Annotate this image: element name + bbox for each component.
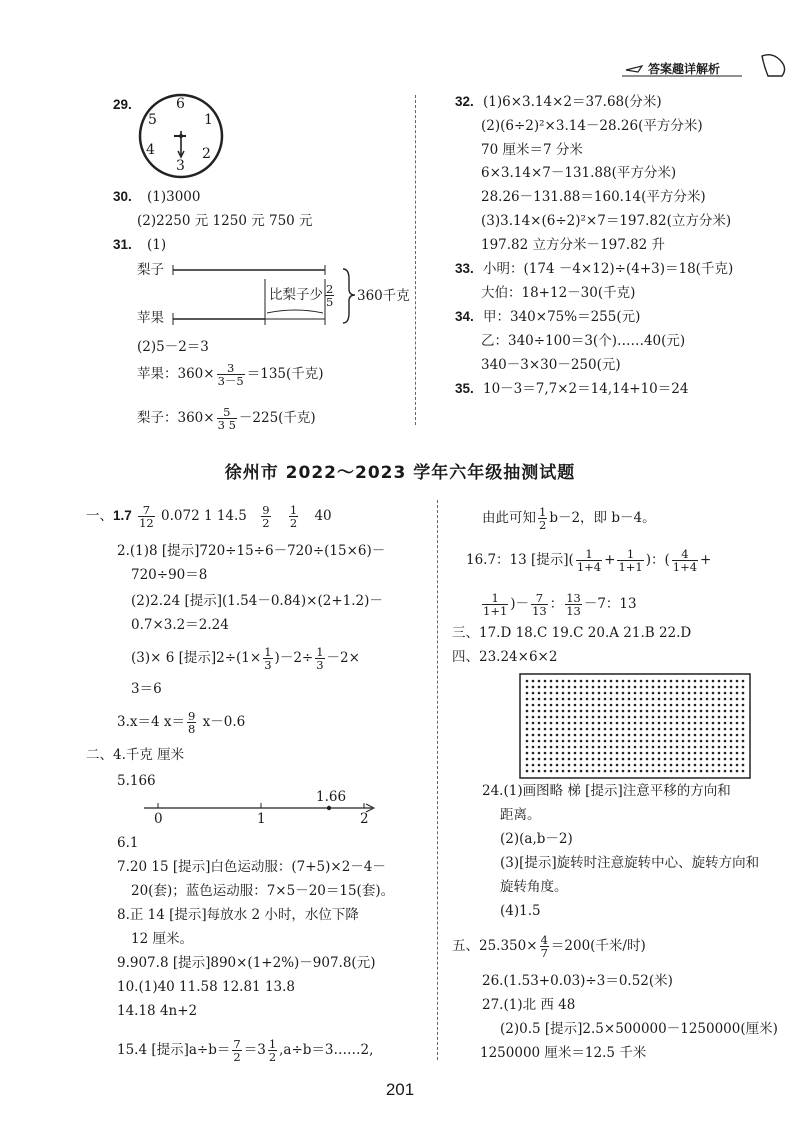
q16-f3-den: 1+4 [672, 560, 698, 574]
q32-number: 32. [455, 94, 474, 109]
q24-line-e: 旋转角度。 [500, 879, 568, 895]
q15-mid: ＝3 [243, 1042, 266, 1058]
q16-frac1 [576, 548, 602, 573]
q24-line-d: (3)[提示]旋转时注意旋转中心、旋转方向和 [500, 855, 760, 871]
q16b-mid: )－ [510, 596, 530, 612]
q34-line2: 乙：340÷100＝3(个)……40(元) [481, 333, 686, 349]
q1-end: 40 [314, 508, 332, 524]
q15-pre: 15.4 [提示]a÷b＝ [117, 1042, 231, 1058]
q25-line [452, 934, 646, 959]
q33-line1: 小明：(174 －4×12)÷(4+3)＝18(千克) [483, 261, 734, 277]
q9-line: 9.907.8 [提示]890×(1+2%)－907.8(元) [117, 955, 376, 971]
q4-line [86, 746, 184, 764]
q24-line-a: 24.(1)画图略 梯 [提示]注意平移的方向和 [482, 783, 731, 799]
q15-f1-num: 7 [233, 1037, 241, 1051]
q25-frac-num: 4 [540, 933, 548, 947]
q6-line: 6.1 [117, 835, 139, 851]
q30-line2: (2)2250 元 1250 元 750 元 [137, 213, 313, 229]
q16-frac2 [617, 548, 643, 573]
q8-line-a: 8.正 14 [提示]每放水 2 小时，水位下降 [117, 907, 359, 923]
q30-number: 30. [113, 189, 132, 204]
numline-point-label: 1.66 [316, 789, 347, 805]
q1-f1-num: 7 [138, 504, 155, 517]
q25-frac [540, 934, 549, 959]
q32-line1: (1)6×3.14×2＝37.68(分米) [483, 94, 662, 110]
dotted-grid-figure [519, 673, 751, 779]
section3-line: 三、17.D 18.C 19.C 20.A 21.B 22.D [452, 625, 692, 641]
column-divider-bottom [437, 500, 438, 1060]
q1-f3-den: 2 [289, 516, 298, 530]
numline-label-1: 1 [257, 811, 266, 827]
q32-line2: (2)(6÷2)²×3.14－28.26(平方分米) [481, 118, 703, 134]
q2e-frac1 [263, 646, 272, 671]
q16-f1-num: 1 [576, 548, 602, 561]
q35-line1: 10－3＝7,7×2＝14,14+10＝24 [483, 381, 689, 397]
q3-end: x－0.6 [198, 714, 246, 730]
diff-text: 比梨子少 [269, 287, 323, 303]
q16-end: + [700, 552, 712, 568]
q31-pear-calc [137, 406, 316, 431]
q1-f2-num: 9 [262, 503, 270, 517]
q2e-pre: (3)× 6 [提示]2÷(1× [131, 650, 262, 666]
q1-f1-den: 12 [139, 516, 154, 530]
q8-line-b: 12 厘米。 [131, 931, 193, 947]
q16b-frac1 [482, 592, 508, 617]
clock-figure [136, 93, 226, 179]
q16b-f1-den: 1+1 [483, 604, 508, 618]
q1-f2-den: 2 [262, 516, 270, 530]
q3-frac-den: 8 [188, 722, 196, 736]
q2e-f2-den: 3 [316, 658, 324, 672]
q32-line7: 197.82 立方分米－197.82 升 [481, 237, 666, 253]
q16b-f2-den: 13 [532, 604, 547, 618]
q24-line-c: (2)(a,b－2) [500, 831, 573, 847]
q15-f2-den: 2 [268, 1050, 277, 1064]
q31-line2: (2)5－2＝3 [137, 339, 209, 355]
r1-end: b－2，即 b－4。 [549, 510, 656, 526]
q34-number: 34. [455, 309, 474, 324]
q2-line-d: 0.7×3.2＝2.24 [131, 617, 229, 633]
q2-line-f: 3＝6 [131, 681, 162, 697]
q16b-end: －7：13 [583, 596, 637, 612]
diff-frac-den: 5 [326, 295, 334, 309]
section4-line: 四、23.24×6×2 [452, 649, 558, 665]
q25-end: ＝200(千米/时) [550, 938, 646, 954]
q2e-mid: )－2÷ [274, 650, 314, 666]
r1-pre: 由此可知 [482, 510, 536, 526]
q10-line: 10.(1)40 11.58 12.81 13.8 [117, 979, 295, 995]
q15-end: ,a÷b＝3……2, [279, 1042, 374, 1058]
q3-frac [187, 710, 196, 735]
q14-line: 14.18 4n+2 [117, 1003, 198, 1019]
q31-part1: (1) [147, 237, 167, 253]
q2e-end: －2× [326, 650, 360, 666]
q31-number: 31. [113, 237, 132, 252]
q33-line2: 大伯：18+12－30(千克) [481, 285, 636, 301]
q29-number: 29. [113, 97, 132, 112]
number-line [140, 789, 380, 828]
q15-frac1 [232, 1038, 241, 1063]
clock-number-5: 5 [148, 112, 157, 128]
clock-number-6: 6 [176, 96, 185, 112]
q15-f2-num: 1 [268, 1037, 277, 1051]
q16-line-a [466, 548, 711, 573]
q32-line5: 28.26－131.88＝160.14(平方分米) [481, 189, 706, 205]
apple-calc-post: ＝135(千克) [246, 366, 324, 382]
q5-line: 5.166 [117, 773, 156, 789]
q2e-f1-den: 3 [264, 658, 272, 672]
q1-start: 1.7 [113, 508, 132, 523]
q3-line [117, 710, 245, 735]
q24-line-f: (4)1.5 [500, 903, 541, 919]
q27-line-a: 27.(1)北 西 48 [482, 997, 576, 1013]
page-title: 徐州市 2022～2023 学年六年级抽测试题 [224, 463, 576, 483]
q34-line3: 340－3×30－250(元) [481, 357, 621, 373]
q2e-f1-num: 1 [264, 645, 272, 659]
q16b-frac3 [565, 592, 582, 617]
q7-line-b: 20(套)；蓝色运动服：7×5－20＝15(套)。 [131, 883, 395, 899]
q25-frac-den: 7 [540, 946, 548, 960]
apple-fraction [217, 362, 245, 387]
total-label: 360千克 [357, 288, 410, 304]
clock-number-2: 2 [202, 146, 211, 162]
q25-pre: 五、25.350× [452, 938, 538, 954]
q15-f1-den: 2 [233, 1050, 241, 1064]
pear-label: 梨子 [137, 262, 164, 278]
q34-line1: 甲：340×75%＝255(元) [483, 309, 641, 325]
q16-f2-num: 1 [617, 548, 643, 561]
r1-frac [538, 506, 547, 531]
q4-text: 4.千克 厘米 [113, 747, 185, 763]
clock-number-3: 3 [176, 158, 185, 174]
q1-mid: 0.072 1 14.5 [161, 508, 247, 524]
section1-mark: 一、 [86, 508, 113, 524]
diff-fraction [325, 283, 334, 308]
r1-frac-den: 2 [539, 518, 547, 532]
q16b-f3-den: 13 [566, 604, 581, 618]
apple-label: 苹果 [137, 310, 164, 326]
r1-frac-num: 1 [539, 505, 547, 519]
q32-line4: 6×3.14×7－131.88(平方分米) [481, 165, 677, 181]
clock-number-4: 4 [146, 142, 155, 158]
q16b-f2-num: 7 [531, 592, 548, 605]
q24-line-b: 距离。 [500, 807, 541, 823]
q3-pre: 3.x＝4 x＝ [117, 714, 185, 730]
pear-calc-post: －225(千克) [238, 410, 316, 426]
q2-line-a: 2.(1)8 [提示]720÷15÷6－720÷(15×6)－ [117, 543, 386, 559]
q16-mid: )：( [645, 552, 670, 568]
diff-frac-num: 2 [326, 282, 334, 296]
q1-frac2 [261, 504, 270, 529]
q27-line-c: 1250000 厘米＝12.5 千米 [480, 1045, 647, 1061]
q16-f2-den: 1+1 [618, 560, 643, 574]
q2e-f2-num: 1 [316, 645, 324, 659]
apple-frac-den: 3－5 [217, 374, 244, 388]
r1-line [482, 506, 656, 531]
numline-label-2: 2 [360, 811, 369, 827]
q16b-frac2 [531, 592, 548, 617]
q2-line-b: 720÷90＝8 [131, 567, 208, 583]
q32-line3: 70 厘米＝7 分米 [481, 142, 583, 158]
pear-frac-den: 3 5 [217, 418, 236, 432]
q16-plus: + [604, 552, 616, 568]
q16-pre: 16.7：13 [提示]( [466, 552, 574, 568]
q7-line-a: 7.20 15 [提示]白色运动服：(7+5)×2－4－ [117, 859, 386, 875]
pear-fraction [217, 406, 237, 431]
q1-line [86, 504, 332, 529]
pear-frac-num: 5 [217, 406, 237, 419]
q16b-colon: ： [549, 596, 564, 612]
fruit-bar-diagram [135, 255, 425, 335]
page-number: 201 [385, 1080, 415, 1099]
q32-line6: (3)3.14×(6÷2)²×7＝197.82(立方分米) [481, 213, 732, 229]
section2-mark: 二、 [86, 747, 113, 763]
q15-frac2 [268, 1038, 277, 1063]
q16-f1-den: 1+4 [576, 560, 602, 574]
q16-frac3 [672, 548, 698, 573]
q33-number: 33. [455, 261, 474, 276]
q26-line: 26.(1.53+0.03)÷3＝0.52(米) [482, 973, 673, 989]
diff-label [269, 283, 336, 308]
q35-number: 35. [455, 381, 474, 396]
numline-label-0: 0 [154, 811, 163, 827]
q1-frac3 [289, 504, 298, 529]
q16b-f1-num: 1 [482, 592, 508, 605]
q16-line-b [480, 592, 637, 617]
q3-frac-num: 9 [188, 709, 196, 723]
pear-calc-pre: 梨子：360× [137, 410, 215, 426]
q1-frac1 [138, 504, 155, 529]
q15-line [117, 1038, 373, 1063]
q30-line1: (1)3000 [147, 189, 201, 205]
q2-line-c: (2)2.24 [提示](1.54－0.84)×(2+1.2)－ [131, 593, 383, 609]
apple-calc-pre: 苹果：360× [137, 366, 215, 382]
q2-line-e [131, 646, 360, 671]
q31-apple-calc [137, 362, 324, 387]
q27-line-b: (2)0.5 [提示]2.5×500000－1250000(厘米) [500, 1021, 778, 1037]
apple-frac-num: 3 [217, 362, 245, 375]
header-label: 答案趣详解析 [648, 62, 721, 76]
q1-f3-num: 1 [289, 503, 298, 517]
q16-f3-num: 4 [672, 548, 698, 561]
q16b-f3-num: 13 [566, 591, 581, 605]
clock-number-1: 1 [204, 112, 213, 128]
q2e-frac2 [315, 646, 324, 671]
